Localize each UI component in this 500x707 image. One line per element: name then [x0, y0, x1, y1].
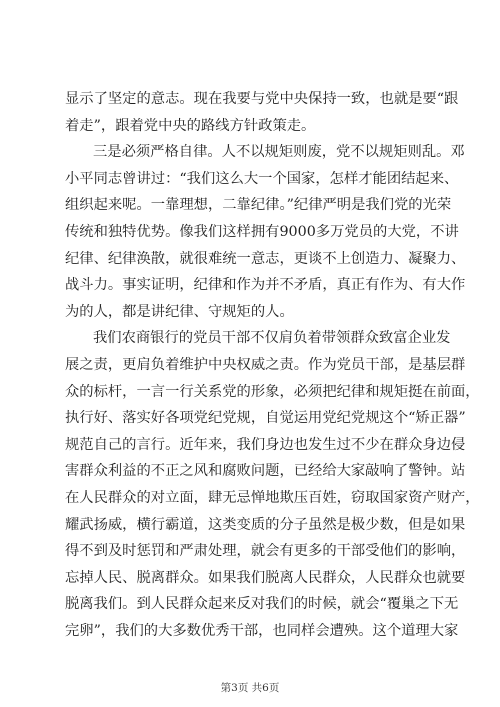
- text-line: 害群众利益的不正之风和腐败问题，已经给大家敲响了警钟。站: [65, 463, 466, 480]
- text-line: 纪律、纪律涣散，就很难统一意志，更谈不上创造力、凝聚力、: [65, 250, 466, 267]
- text-line: 组织起来呢。一靠理想，二靠纪律。”纪律严明是我们党的光荣: [65, 197, 452, 214]
- text-line: 在人民群众的对立面，肆无忌惮地欺压百姓，窃取国家资产财产，: [65, 489, 480, 506]
- text-line: 得不到及时惩罚和严肃处理，就会有更多的干部受他们的影响，: [65, 543, 466, 560]
- text-line: 我们农商银行的党员干部不仅肩负着带领群众致富企业发: [93, 330, 451, 347]
- text-line: 脱离我们。到人民群众起来反对我们的时候，就会“覆巢之下无: [65, 596, 459, 613]
- text-line: 完卵”，我们的大多数优秀干部，也同样会遭殃。这个道理大家: [65, 622, 459, 639]
- text-line: 传统和独特优势。像我们这样拥有9000多万党员的大党，不讲: [65, 223, 459, 240]
- text-line: 众的标杆，一言一行关系党的形象，必须把纪律和规矩挺在前面，: [65, 383, 480, 400]
- text-line: 为的人，都是讲纪律、守规矩的人。: [65, 303, 294, 320]
- text-line: 忘掉人民、脱离群众。如果我们脱离人民群众，人民群众也就要: [65, 569, 466, 586]
- text-line: 执行好、落实好各项党纪党规，自觉运用党纪党规这个“矫正器”: [65, 410, 466, 427]
- text-line: 规范自己的言行。近年来，我们身边也发生过不少在群众身边侵: [65, 436, 466, 453]
- text-line: 小平同志曾讲过：“我们这么大一个国家，怎样才能团结起来、: [65, 170, 459, 187]
- text-line: 耀武扬威，横行霸道，这类变质的分子虽然是极少数，但是如果: [65, 516, 466, 533]
- page-number-footer: 第3页 共6页: [220, 682, 280, 694]
- text-line: 显示了坚定的意志。现在我要与党中央保持一致，也就是要“跟: [65, 91, 459, 107]
- text-line: 展之责，更肩负着维护中央权威之责。作为党员干部，是基层群: [65, 356, 466, 373]
- document-body: [65, 86, 480, 644]
- text-line: 着走”，跟着党中央的路线方针政策走。: [65, 117, 316, 134]
- text-line: 三是必须严格自律。人不以规矩则废，党不以规矩则乱。邓: [93, 144, 465, 161]
- text-line: 战斗力。事实证明，纪律和作为并不矛盾，真正有作为、有大作: [65, 277, 466, 294]
